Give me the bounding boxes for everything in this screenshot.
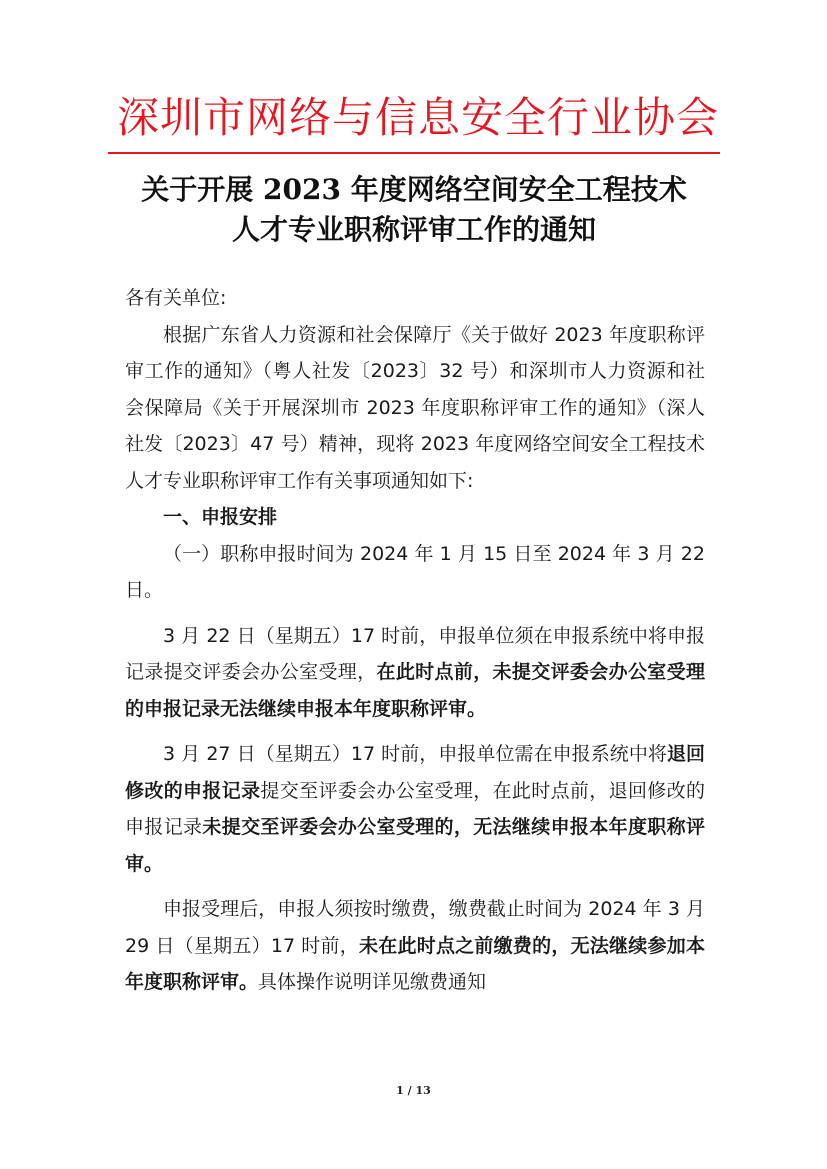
- deadline-paragraph-1: [125, 618, 705, 728]
- deadline-1-text: 3 月 22 日（星期五）17 时前，申报单位须在申报系统中将申报记录提交评委会办公室受理，: [125, 624, 705, 683]
- deadline-2-text-b: 提交至评委会办公室受理，在此时点前，退回修改的申报记录: [125, 779, 705, 838]
- salutation: 各有关单位:: [125, 287, 227, 309]
- payment-text-a: 申报受理后，申报人须按时缴费，缴费截止时间为 2024 年 3 月 29 日（星期五）17 时前，: [125, 898, 705, 957]
- payment-text-b: 具体操作说明详见缴费通知: [258, 971, 487, 993]
- deadline-2-bold-b: 未提交至评委会办公室受理的，无法继续申报本年度职称评审。: [125, 816, 705, 875]
- notice-title-line-1: 关于开展 2023 年度网络空间安全工程技术: [141, 173, 687, 206]
- letterhead-red-rule: [108, 152, 720, 154]
- payment-paragraph: [125, 891, 705, 1001]
- page-number: 1 / 13: [396, 1084, 431, 1097]
- deadline-paragraph-2: [125, 736, 705, 882]
- deadline-2-bold-a: 退回修改的申报记录: [125, 743, 705, 802]
- deadline-2-text-a: 3 月 27 日（星期五）17 时前，申报单位需在申报系统中将: [163, 743, 667, 765]
- intro-paragraph: 根据广东省人力资源和社会保障厅《关于做好 2023 年度职称评审工作的通知》（粤人社发〔2023〕32 号）和深圳市人力资源和社会保障局《关于开展深圳市 2023 年度职称评审工作的通知》（深人社发〔2023〕47 号）精神，现将 2023 年度网络空间安全工程技术人才专业职称评审工作有关事项通知如下:: [125, 323, 705, 492]
- section-heading-1: 一、申报安排: [163, 506, 278, 528]
- notice-title-line-2: 人才专业职称评审工作的通知: [231, 213, 596, 246]
- organization-letterhead: 深圳市网络与信息安全行业协会: [116, 93, 719, 142]
- notice-body: [125, 280, 705, 1001]
- item-1-paragraph: （一）职称申报时间为 2024 年 1 月 15 日至 2024 年 3 月 22 日。: [125, 542, 705, 601]
- deadline-1-bold-text: 在此时点前，未提交评委会办公室受理的申报记录无法继续申报本年度职称评审。: [125, 661, 705, 720]
- payment-bold: 未在此时点之前缴费的，无法继续参加本年度职称评审。: [125, 934, 705, 993]
